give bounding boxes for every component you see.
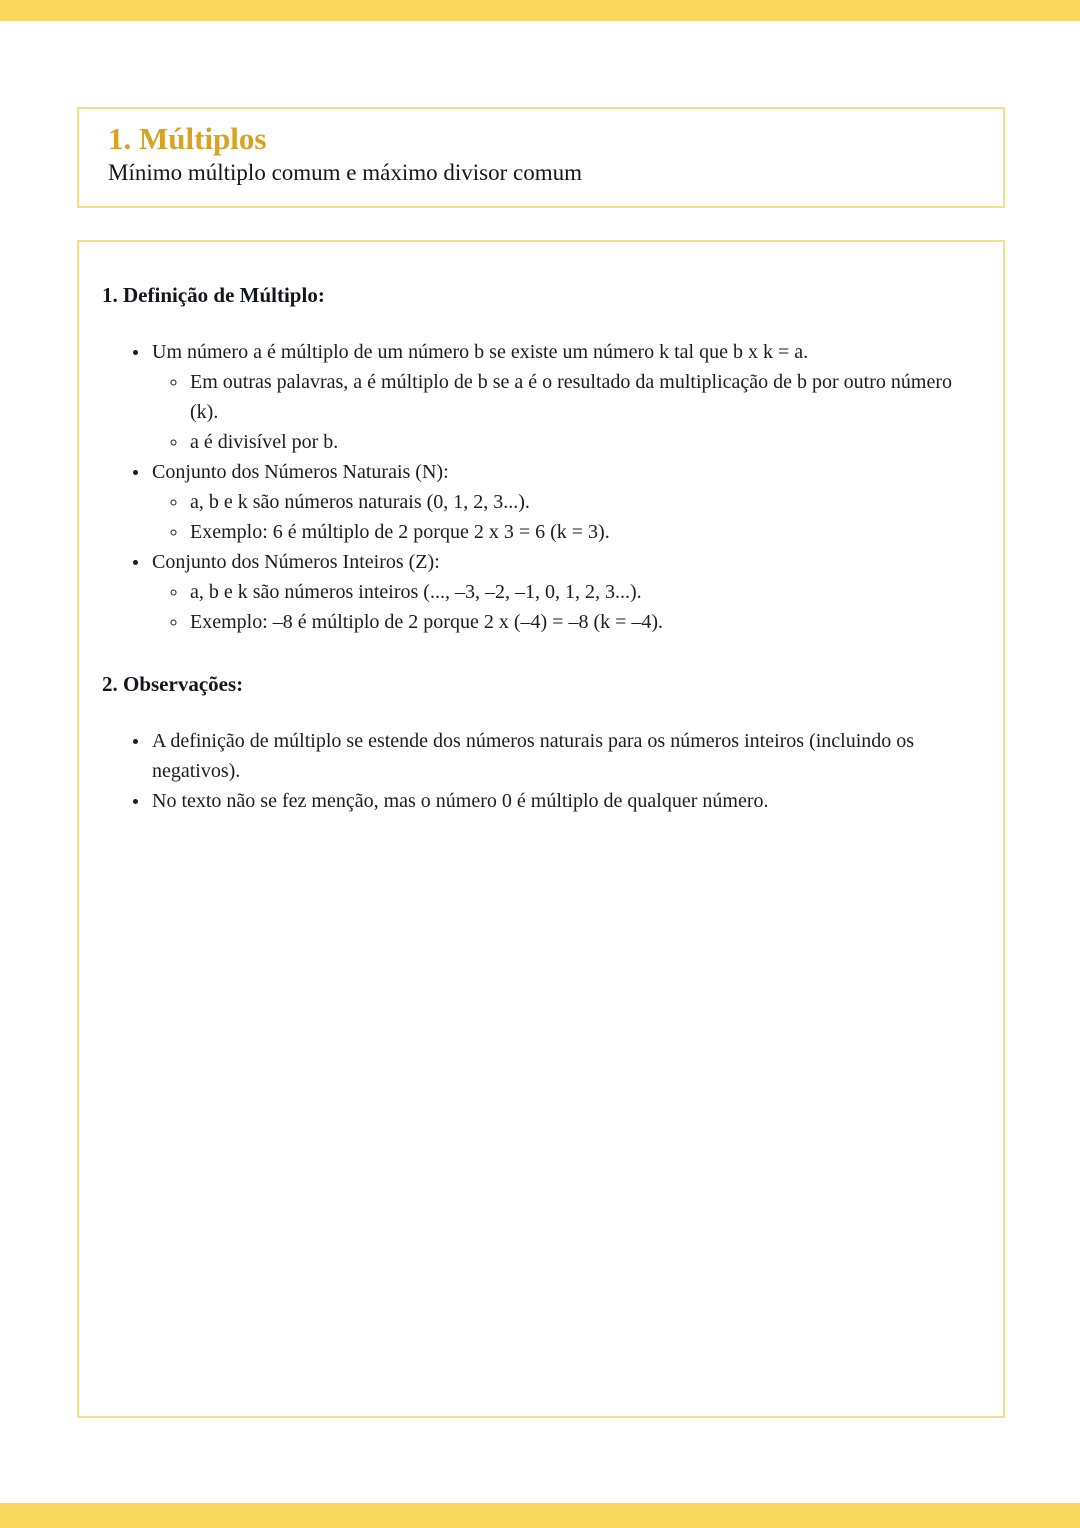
sub-list-item-text: Em outras palavras, a é múltiplo de b se a é o resultado da multiplicação de b por outro número (k). (190, 371, 952, 423)
sub-list-item (188, 487, 969, 517)
list-item-text: Conjunto dos Números Inteiros (Z): (152, 551, 440, 573)
sub-list-item-text: Exemplo: 6 é múltiplo de 2 porque 2 x 3 = 6 (k = 3). (190, 521, 610, 543)
sub-list-item (188, 577, 969, 607)
top-accent-bar (0, 0, 1080, 21)
list-item (150, 457, 969, 547)
section-heading-definicao: 1. Definição de Múltiplo: (102, 283, 325, 307)
page-subtitle: Mínimo múltiplo comum e máximo divisor comum (108, 160, 583, 185)
sub-list-item (188, 367, 969, 427)
sub-list (152, 367, 969, 457)
list-item-text: Conjunto dos Números Naturais (N): (152, 461, 449, 483)
sub-list-item (188, 607, 969, 637)
sub-list-item-text: Exemplo: –8 é múltiplo de 2 porque 2 x (–4) = –8 (k = –4). (190, 611, 664, 633)
list-item (150, 786, 969, 816)
list-item (150, 337, 969, 457)
list-item-text: Um número a é múltiplo de um número b se existe um número k tal que b x k = a. (152, 341, 809, 363)
bottom-accent-bar (0, 1503, 1080, 1528)
observations-list (102, 726, 969, 816)
sub-list (152, 487, 969, 547)
page-title: 1. Múltiplos (108, 121, 267, 156)
sub-list-item (188, 427, 969, 457)
list-item (150, 726, 969, 786)
sub-list-item (188, 517, 969, 547)
section-heading-observacoes: 2. Observações: (102, 672, 244, 696)
sub-list (152, 577, 969, 637)
content-card (77, 240, 1005, 1418)
header-card (77, 107, 1005, 208)
list-item (150, 547, 969, 637)
sub-list-item-text: a, b e k são números naturais (0, 1, 2, 3...). (190, 491, 530, 513)
list-item-text: No texto não se fez menção, mas o número 0 é múltiplo de qualquer número. (152, 790, 769, 812)
definition-list (102, 337, 969, 637)
sub-list-item-text: a, b e k são números inteiros (..., –3, –2, –1, 0, 1, 2, 3...). (190, 581, 642, 603)
list-item-text: A definição de múltiplo se estende dos números naturais para os números inteiros (incluindo os negativos). (152, 730, 915, 782)
sub-list-item-text: a é divisível por b. (190, 431, 339, 453)
